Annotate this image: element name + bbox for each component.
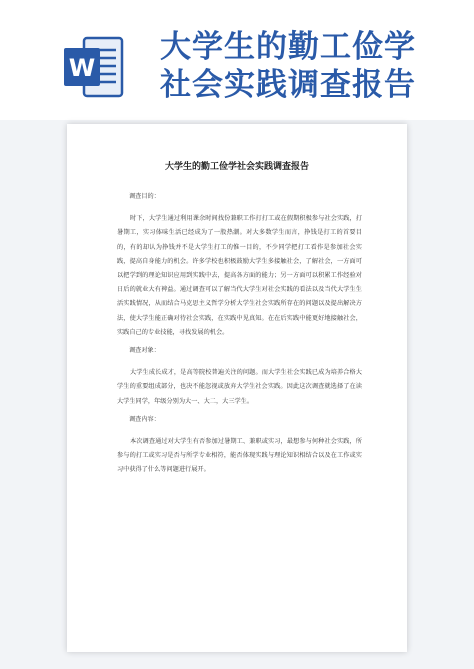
section-heading-content: 调查内容： xyxy=(129,415,160,423)
word-logo-letter: W xyxy=(68,54,96,82)
document-title: 大学生的勤工俭学社会实践调查报告 xyxy=(164,162,309,172)
header-banner xyxy=(0,0,474,120)
banner-title-line2: 社会实践调查报告 xyxy=(160,67,416,103)
document-body xyxy=(117,190,362,478)
paragraph-content: 本次调查通过对大学生有否参加过暑期工、兼职或实习，最想参与何种社会实践，所参与的打工或实习是否与所学专业相符，能否体现实践与理论知识相结合以及在工作或实习中获得了什么等问题进行展开。 xyxy=(117,438,362,474)
paragraph-subjects: 大学生成长成才，是高等院校普遍关注的问题。而大学生社会实践已成为培养合格大学生的重要组成部分，也决不能忽视或放弃大学生社会实践。因此这次调查就选择了在读大学生同学，年级分别为大一、大二，大三学生。 xyxy=(117,369,362,405)
document-page xyxy=(67,124,407,652)
banner-title-line1: 大学生的勤工俭学 xyxy=(160,29,416,65)
banner-title xyxy=(160,28,460,104)
section-heading-purpose: 调查目的： xyxy=(129,193,160,200)
word-document-icon xyxy=(62,34,124,100)
section-heading-subjects: 调查对象： xyxy=(129,347,160,355)
paragraph-purpose: 时下，大学生通过利用课余时间找份兼职工作打打工或在假期积极参与社会实践，打暑期工，实习体味生活已经成为了一股热潮。对大多数学生而言，挣钱是打工的首要目的，有的却认为挣钱并不是大学生打工的惟一目的，不少同学把打工看作是参加社会实践，提高自身能力的机会。许多学校也积极鼓励大学生多接触社会，了解社会，一方面可以把学到的理论知识应用到实践中去，提高各方面的能力；另一方面可以积累工作经验对日后的就业大有裨益。通过调查可以了解当代大学生对社会实践的看法以及当代大学生生活实践情况，从而结合马克思主义哲学分析大学生社会实践所存在的问题以及提出解决方法，使大学生能正确对待社会实践，在实践中见真知。在在后实践中能更好地接触社会，实践自己的专业技能，寻找发展的机会。 xyxy=(117,215,362,336)
